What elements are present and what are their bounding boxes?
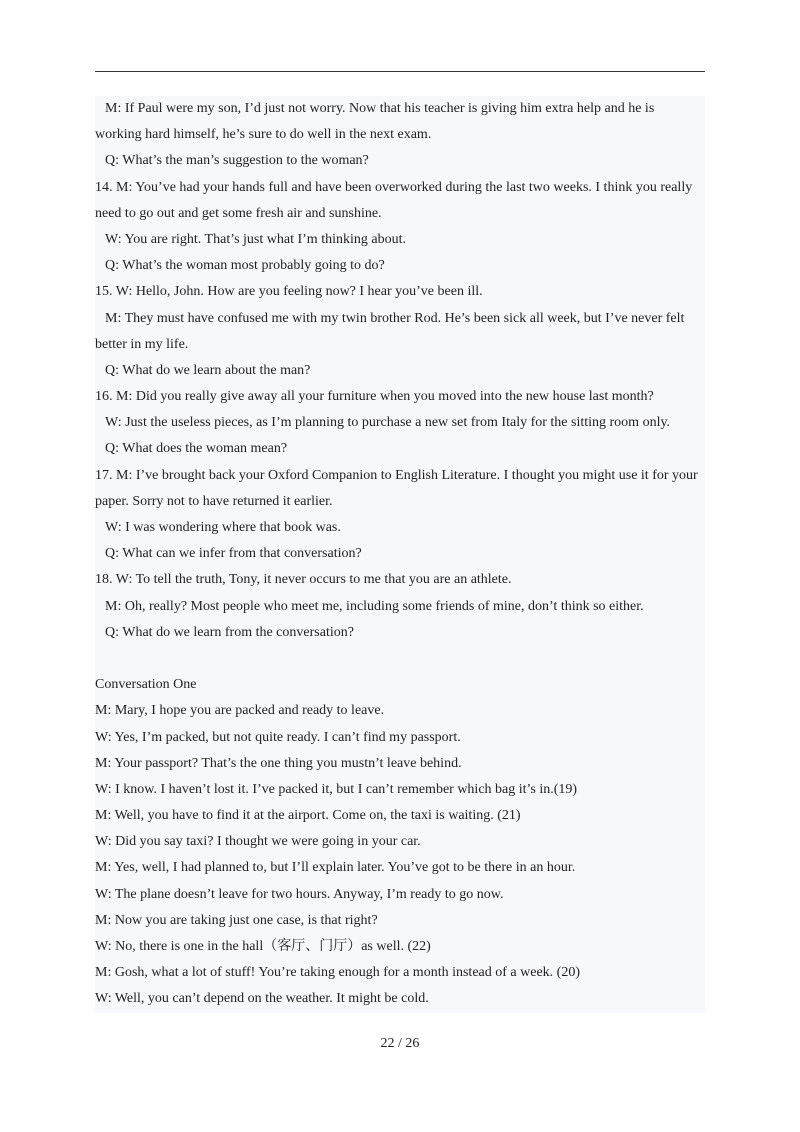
transcript-line: M: Mary, I hope you are packed and ready to leave. [95, 703, 385, 719]
transcript-line: M: Your passport? That’s the one thing you mustn’t leave behind. [95, 755, 462, 771]
transcript-line: Q: What do we learn from the conversation? [105, 624, 354, 640]
transcript-line: M: Oh, really? Most people who meet me, including some friends of mine, don’t think so either. [105, 598, 644, 614]
transcript-line: 18. W: To tell the truth, Tony, it never occurs to me that you are an athlete. [95, 572, 512, 588]
transcript-line: working hard himself, he’s sure to do well in the next exam. [95, 127, 432, 143]
transcript-line: M: Yes, well, I had planned to, but I’ll explain later. You’ve got to be there in an hour. [95, 860, 576, 876]
page-body [95, 96, 705, 1013]
transcript-line: need to go out and get some fresh air and sunshine. [95, 205, 382, 221]
transcript-line: paper. Sorry not to have returned it earlier. [95, 493, 333, 509]
transcript-line: W: Well, you can’t depend on the weather. It might be cold. [95, 991, 429, 1007]
transcript-line: M: They must have confused me with my twin brother Rod. He’s been sick all week, but I’ve never felt [105, 310, 685, 326]
transcript-line: 17. M: I’ve brought back your Oxford Companion to English Literature. I thought you might use it for your [95, 467, 698, 483]
transcript-line: W: No, there is one in the hall（客厅、门厅）as well. (22) [95, 939, 431, 954]
transcript-line: M: Well, you have to find it at the airport. Come on, the taxi is waiting. (21) [95, 808, 521, 824]
header-rule [95, 71, 705, 72]
transcript-line: W: The plane doesn’t leave for two hours. Anyway, I’m ready to go now. [95, 886, 504, 902]
transcript-line: 15. W: Hello, John. How are you feeling now? I hear you’ve been ill. [95, 284, 483, 300]
blank-line [95, 646, 705, 672]
transcript-line: Conversation One [95, 677, 197, 693]
transcript-line: 16. M: Did you really give away all your furniture when you moved into the new house last month? [95, 389, 654, 405]
transcript-line: 14. M: You’ve had your hands full and have been overworked during the last two weeks. I think you really [95, 179, 693, 195]
transcript-line: W: Just the useless pieces, as I’m planning to purchase a new set from Italy for the sitting room only. [105, 415, 671, 431]
transcript-line: M: If Paul were my son, I’d just not worry. Now that his teacher is giving him extra help and he is [105, 101, 655, 116]
transcript-line: M: Now you are taking just one case, is that right? [95, 912, 378, 928]
transcript-line: Q: What do we learn about the man? [105, 362, 311, 378]
transcript-line: Q: What can we infer from that conversation? [105, 546, 362, 562]
transcript-line: M: Gosh, what a lot of stuff! You’re taking enough for a month instead of a week. (20) [95, 965, 580, 981]
transcript-line: W: Did you say taxi? I thought we were going in your car. [95, 834, 421, 850]
transcript-line: Q: What’s the man’s suggestion to the woman? [105, 153, 369, 169]
transcript-line: W: I know. I haven’t lost it. I’ve packed it, but I can’t remember which bag it’s in.(19) [95, 781, 578, 797]
transcript-line: W: I was wondering where that book was. [105, 520, 341, 535]
transcript-line: Q: What’s the woman most probably going to do? [105, 258, 385, 274]
transcript-line: W: You are right. That’s just what I’m thinking about. [105, 231, 406, 247]
page-number: 22 / 26 [380, 1036, 420, 1051]
transcript-line: better in my life. [95, 336, 189, 352]
transcript-line: Q: What does the woman mean? [105, 441, 288, 457]
transcript-line: W: Yes, I’m packed, but not quite ready. I can’t find my passport. [95, 729, 461, 745]
